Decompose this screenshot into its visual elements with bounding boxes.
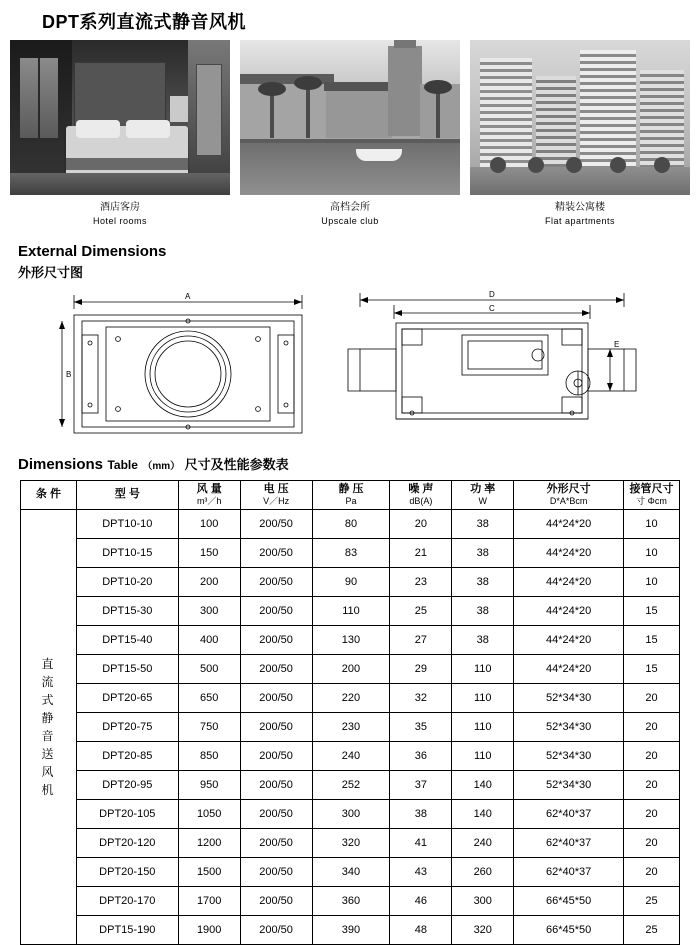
table-row xyxy=(21,741,680,770)
cell-voltage: 200/50 xyxy=(240,799,312,828)
cell-static-pressure: 230 xyxy=(312,712,390,741)
table-row xyxy=(21,567,680,596)
cell-pipe-size: 20 xyxy=(624,683,680,712)
th-noise-cn: 噪 声 xyxy=(408,483,434,496)
table-row xyxy=(21,828,680,857)
cell-pipe-size: 20 xyxy=(624,799,680,828)
photo-caption-cn: 酒店客房 xyxy=(100,202,140,213)
cell-voltage: 200/50 xyxy=(240,741,312,770)
cell-static-pressure: 90 xyxy=(312,567,390,596)
cell-voltage: 200/50 xyxy=(240,625,312,654)
cell-model: DPT20-65 xyxy=(76,683,178,712)
table-row xyxy=(21,712,680,741)
table-row xyxy=(21,654,680,683)
flat-apartments-photo xyxy=(470,40,690,195)
cell-static-pressure: 110 xyxy=(312,596,390,625)
cell-power: 140 xyxy=(452,799,514,828)
specification-table xyxy=(20,480,680,945)
th-pipe-size-cn: 接管尺寸 xyxy=(629,483,674,496)
cell-airflow: 950 xyxy=(178,770,240,799)
cell-model: DPT15-40 xyxy=(76,625,178,654)
drawing-label-D: D xyxy=(489,289,495,299)
th-airflow-unit: m³／h xyxy=(196,495,222,506)
table-row xyxy=(21,683,680,712)
th-noise xyxy=(390,480,452,509)
cell-noise: 27 xyxy=(390,625,452,654)
cell-airflow: 1050 xyxy=(178,799,240,828)
cell-static-pressure: 220 xyxy=(312,683,390,712)
cell-static-pressure: 320 xyxy=(312,828,390,857)
cell-model: DPT15-190 xyxy=(76,915,178,944)
cell-model: DPT20-85 xyxy=(76,741,178,770)
cell-noise: 35 xyxy=(390,712,452,741)
cell-model: DPT20-170 xyxy=(76,886,178,915)
cell-pipe-size: 15 xyxy=(624,654,680,683)
cell-dimensions: 52*34*30 xyxy=(514,683,624,712)
th-dimensions xyxy=(514,480,624,509)
photo-gallery xyxy=(10,40,690,227)
drawing-label-C: C xyxy=(489,303,495,313)
cell-model: DPT10-10 xyxy=(76,509,178,538)
cell-power: 38 xyxy=(452,538,514,567)
cell-dimensions: 62*40*37 xyxy=(514,857,624,886)
cell-dimensions: 44*24*20 xyxy=(514,596,624,625)
table-heading-word2: Table xyxy=(107,457,138,472)
cell-dimensions: 52*34*30 xyxy=(514,770,624,799)
th-voltage-unit: V／Hz xyxy=(263,495,290,506)
cell-model: DPT15-30 xyxy=(76,596,178,625)
table-heading-word3: （mm） xyxy=(142,460,181,472)
th-power-unit: W xyxy=(478,495,487,506)
drawing-label-B: B xyxy=(66,369,72,379)
cell-airflow: 850 xyxy=(178,741,240,770)
cell-airflow: 1700 xyxy=(178,886,240,915)
cell-noise: 37 xyxy=(390,770,452,799)
th-static-pressure-unit: Pa xyxy=(345,495,357,506)
cell-noise: 20 xyxy=(390,509,452,538)
cell-noise: 32 xyxy=(390,683,452,712)
th-model xyxy=(76,480,178,509)
cell-voltage: 200/50 xyxy=(240,828,312,857)
condition-cell: 直 流 式 静 音 送 风 机 xyxy=(21,509,77,944)
th-power-cn: 功 率 xyxy=(470,483,496,496)
table-heading-word1: Dimensions xyxy=(18,455,104,473)
technical-drawings xyxy=(0,287,700,442)
cell-dimensions: 62*40*37 xyxy=(514,828,624,857)
cell-noise: 25 xyxy=(390,596,452,625)
cell-pipe-size: 10 xyxy=(624,509,680,538)
th-airflow-cn: 风 量 xyxy=(196,483,222,496)
page-title: DPT系列直流式静音风机 xyxy=(42,12,246,32)
cell-model: DPT20-95 xyxy=(76,770,178,799)
cell-power: 300 xyxy=(452,886,514,915)
th-pipe-size xyxy=(624,480,680,509)
cell-noise: 29 xyxy=(390,654,452,683)
table-row xyxy=(21,857,680,886)
photo-caption-hotel-rooms xyxy=(10,201,230,227)
photo-caption-upscale-club xyxy=(240,201,460,227)
th-pipe-size-unit: 寸 Φcm xyxy=(636,495,667,506)
cell-power: 240 xyxy=(452,828,514,857)
cell-pipe-size: 20 xyxy=(624,828,680,857)
table-heading-word4: 尺寸及性能参数表 xyxy=(184,456,289,472)
photo-caption-cn: 精装公寓楼 xyxy=(555,202,605,213)
cell-static-pressure: 83 xyxy=(312,538,390,567)
cell-static-pressure: 340 xyxy=(312,857,390,886)
cell-pipe-size: 20 xyxy=(624,712,680,741)
photo-caption-en: Hotel rooms xyxy=(92,215,147,226)
cell-airflow: 1200 xyxy=(178,828,240,857)
cell-dimensions: 44*24*20 xyxy=(514,509,624,538)
table-header-row xyxy=(21,480,680,509)
cell-airflow: 150 xyxy=(178,538,240,567)
table-row xyxy=(21,538,680,567)
table-body xyxy=(21,509,680,944)
cell-model: DPT10-20 xyxy=(76,567,178,596)
hotel-room-photo xyxy=(10,40,230,195)
th-static-pressure xyxy=(312,480,390,509)
cell-model: DPT20-120 xyxy=(76,828,178,857)
cell-static-pressure: 130 xyxy=(312,625,390,654)
cell-power: 110 xyxy=(452,741,514,770)
table-row xyxy=(21,596,680,625)
document-page xyxy=(0,8,700,936)
photo-caption-en: Flat apartments xyxy=(544,215,616,226)
cell-pipe-size: 25 xyxy=(624,915,680,944)
cell-noise: 21 xyxy=(390,538,452,567)
cell-noise: 41 xyxy=(390,828,452,857)
th-noise-unit: dB(A) xyxy=(409,495,433,506)
cell-dimensions: 44*24*20 xyxy=(514,567,624,596)
cell-airflow: 400 xyxy=(178,625,240,654)
cell-pipe-size: 15 xyxy=(624,625,680,654)
cell-static-pressure: 240 xyxy=(312,741,390,770)
cell-power: 110 xyxy=(452,683,514,712)
section-heading-cn: 外形尺寸图 xyxy=(18,264,84,280)
cell-airflow: 650 xyxy=(178,683,240,712)
cell-noise: 46 xyxy=(390,886,452,915)
cell-airflow: 500 xyxy=(178,654,240,683)
cell-power: 140 xyxy=(452,770,514,799)
cell-dimensions: 52*34*30 xyxy=(514,712,624,741)
cell-airflow: 300 xyxy=(178,596,240,625)
th-voltage-cn: 电 压 xyxy=(263,483,289,496)
cell-model: DPT20-75 xyxy=(76,712,178,741)
cell-pipe-size: 20 xyxy=(624,857,680,886)
cell-noise: 23 xyxy=(390,567,452,596)
th-airflow xyxy=(178,480,240,509)
cell-voltage: 200/50 xyxy=(240,596,312,625)
cell-voltage: 200/50 xyxy=(240,509,312,538)
cell-airflow: 750 xyxy=(178,712,240,741)
cell-power: 38 xyxy=(452,596,514,625)
cell-model: DPT20-105 xyxy=(76,799,178,828)
cell-dimensions: 44*24*20 xyxy=(514,625,624,654)
cell-dimensions: 62*40*37 xyxy=(514,799,624,828)
table-row xyxy=(21,509,680,538)
cell-voltage: 200/50 xyxy=(240,567,312,596)
table-row xyxy=(21,799,680,828)
cell-voltage: 200/50 xyxy=(240,770,312,799)
cell-voltage: 200/50 xyxy=(240,915,312,944)
cell-dimensions: 44*24*20 xyxy=(514,654,624,683)
cell-model: DPT15-50 xyxy=(76,654,178,683)
table-row xyxy=(21,915,680,944)
cell-power: 38 xyxy=(452,625,514,654)
cell-noise: 38 xyxy=(390,799,452,828)
th-dimensions-cn: 外形尺寸 xyxy=(546,483,591,496)
th-condition-cn: 条 件 xyxy=(35,488,61,501)
cell-dimensions: 66*45*50 xyxy=(514,886,624,915)
photo-caption-cn: 高档会所 xyxy=(330,202,370,213)
cell-pipe-size: 25 xyxy=(624,886,680,915)
section-heading-en: External Dimensions xyxy=(18,242,167,260)
th-voltage xyxy=(240,480,312,509)
th-condition xyxy=(21,480,77,509)
cell-power: 260 xyxy=(452,857,514,886)
cell-static-pressure: 252 xyxy=(312,770,390,799)
section-heading-external-dimensions xyxy=(18,243,700,281)
cell-airflow: 200 xyxy=(178,567,240,596)
cell-airflow: 1500 xyxy=(178,857,240,886)
cell-airflow: 100 xyxy=(178,509,240,538)
cell-voltage: 200/50 xyxy=(240,538,312,567)
cell-dimensions: 52*34*30 xyxy=(514,741,624,770)
cell-power: 38 xyxy=(452,509,514,538)
photo-caption-en: Upscale club xyxy=(321,215,379,226)
cell-noise: 48 xyxy=(390,915,452,944)
cell-power: 110 xyxy=(452,712,514,741)
cell-voltage: 200/50 xyxy=(240,712,312,741)
cell-static-pressure: 360 xyxy=(312,886,390,915)
photo-caption-flat-apartments xyxy=(470,201,690,227)
cell-power: 38 xyxy=(452,567,514,596)
cell-static-pressure: 390 xyxy=(312,915,390,944)
th-dimensions-unit: D*A*Bcm xyxy=(549,495,588,506)
table-row xyxy=(21,625,680,654)
cell-noise: 43 xyxy=(390,857,452,886)
cell-voltage: 200/50 xyxy=(240,857,312,886)
drawing-label-E: E xyxy=(614,339,620,349)
cell-pipe-size: 10 xyxy=(624,567,680,596)
cell-pipe-size: 10 xyxy=(624,538,680,567)
photo-block-hotel-rooms xyxy=(10,40,230,227)
table-row xyxy=(21,886,680,915)
cell-power: 320 xyxy=(452,915,514,944)
cell-static-pressure: 200 xyxy=(312,654,390,683)
cell-pipe-size: 20 xyxy=(624,741,680,770)
front-view-drawing xyxy=(58,287,318,442)
cell-power: 110 xyxy=(452,654,514,683)
cell-pipe-size: 20 xyxy=(624,770,680,799)
table-heading xyxy=(18,454,700,474)
cell-pipe-size: 15 xyxy=(624,596,680,625)
th-model-cn: 型 号 xyxy=(114,488,140,501)
cell-voltage: 200/50 xyxy=(240,886,312,915)
upscale-club-photo xyxy=(240,40,460,195)
cell-airflow: 1900 xyxy=(178,915,240,944)
cell-voltage: 200/50 xyxy=(240,683,312,712)
th-static-pressure-cn: 静 压 xyxy=(338,483,364,496)
cell-voltage: 200/50 xyxy=(240,654,312,683)
cell-model: DPT20-150 xyxy=(76,857,178,886)
cell-dimensions: 66*45*50 xyxy=(514,915,624,944)
cell-dimensions: 44*24*20 xyxy=(514,538,624,567)
photo-block-upscale-club xyxy=(240,40,460,227)
table-row xyxy=(21,770,680,799)
th-power xyxy=(452,480,514,509)
photo-block-flat-apartments xyxy=(470,40,690,227)
cell-static-pressure: 300 xyxy=(312,799,390,828)
cell-noise: 36 xyxy=(390,741,452,770)
drawing-label-A: A xyxy=(185,291,191,301)
cell-model: DPT10-15 xyxy=(76,538,178,567)
side-view-drawing xyxy=(342,287,642,442)
cell-static-pressure: 80 xyxy=(312,509,390,538)
